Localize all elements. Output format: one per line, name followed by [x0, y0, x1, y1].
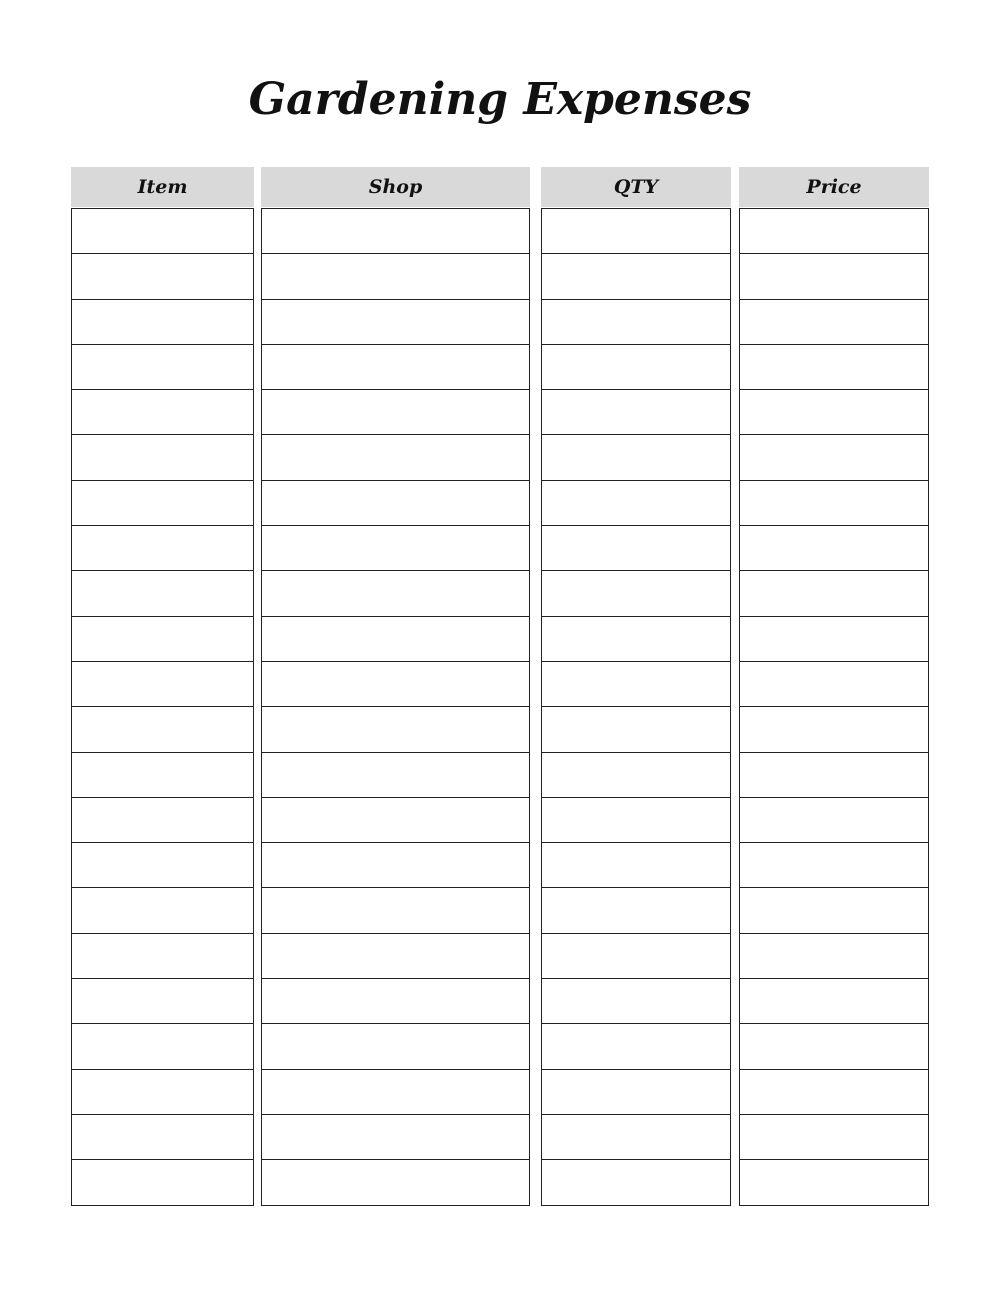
shop-cell[interactable]	[262, 843, 529, 888]
column-price-cells	[739, 208, 929, 1206]
qty-cell[interactable]	[542, 1024, 730, 1069]
shop-cell[interactable]	[262, 481, 529, 526]
qty-cell[interactable]	[542, 979, 730, 1024]
qty-cell[interactable]	[542, 254, 730, 299]
price-cell[interactable]	[740, 209, 928, 254]
qty-cell[interactable]	[542, 798, 730, 843]
price-cell[interactable]	[740, 1160, 928, 1205]
item-cell[interactable]	[72, 979, 253, 1024]
shop-cell[interactable]	[262, 934, 529, 979]
price-cell[interactable]	[740, 571, 928, 616]
qty-cell[interactable]	[542, 571, 730, 616]
item-cell[interactable]	[72, 617, 253, 662]
shop-cell[interactable]	[262, 662, 529, 707]
shop-cell[interactable]	[262, 707, 529, 752]
price-cell[interactable]	[740, 843, 928, 888]
item-cell[interactable]	[72, 707, 253, 752]
item-cell[interactable]	[72, 481, 253, 526]
shop-cell[interactable]	[262, 300, 529, 345]
price-cell[interactable]	[740, 662, 928, 707]
qty-cell[interactable]	[542, 753, 730, 798]
qty-cell[interactable]	[542, 390, 730, 435]
shop-cell[interactable]	[262, 888, 529, 933]
qty-cell[interactable]	[542, 1160, 730, 1205]
price-cell[interactable]	[740, 345, 928, 390]
shop-cell[interactable]	[262, 1070, 529, 1115]
item-cell[interactable]	[72, 254, 253, 299]
qty-cell[interactable]	[542, 435, 730, 480]
item-cell[interactable]	[72, 526, 253, 571]
column-shop-cells	[261, 208, 530, 1206]
price-cell[interactable]	[740, 934, 928, 979]
price-cell[interactable]	[740, 481, 928, 526]
price-cell[interactable]	[740, 435, 928, 480]
price-cell[interactable]	[740, 753, 928, 798]
item-cell[interactable]	[72, 1115, 253, 1160]
shop-cell[interactable]	[262, 1115, 529, 1160]
item-cell[interactable]	[72, 662, 253, 707]
column-qty	[541, 167, 731, 1206]
price-cell[interactable]	[740, 1024, 928, 1069]
shop-cell[interactable]	[262, 617, 529, 662]
qty-cell[interactable]	[542, 1070, 730, 1115]
qty-cell[interactable]	[542, 662, 730, 707]
price-cell[interactable]	[740, 300, 928, 345]
price-cell[interactable]	[740, 888, 928, 933]
qty-cell[interactable]	[542, 300, 730, 345]
shop-cell[interactable]	[262, 571, 529, 616]
item-cell[interactable]	[72, 300, 253, 345]
shop-cell[interactable]	[262, 753, 529, 798]
shop-cell[interactable]	[262, 798, 529, 843]
price-cell[interactable]	[740, 707, 928, 752]
item-cell[interactable]	[72, 1160, 253, 1205]
price-cell[interactable]	[740, 254, 928, 299]
column-header-item: Item	[71, 167, 254, 207]
qty-cell[interactable]	[542, 934, 730, 979]
column-item	[71, 167, 254, 1206]
shop-cell[interactable]	[262, 1160, 529, 1205]
qty-cell[interactable]	[542, 209, 730, 254]
shop-cell[interactable]	[262, 390, 529, 435]
item-cell[interactable]	[72, 571, 253, 616]
shop-cell[interactable]	[262, 254, 529, 299]
item-cell[interactable]	[72, 209, 253, 254]
column-header-qty: QTY	[541, 167, 731, 207]
item-cell[interactable]	[72, 753, 253, 798]
shop-cell[interactable]	[262, 435, 529, 480]
shop-cell[interactable]	[262, 209, 529, 254]
qty-cell[interactable]	[542, 1115, 730, 1160]
column-header-shop: Shop	[261, 167, 530, 207]
qty-cell[interactable]	[542, 707, 730, 752]
item-cell[interactable]	[72, 888, 253, 933]
page-title: Gardening Expenses	[248, 74, 752, 125]
item-cell[interactable]	[72, 390, 253, 435]
shop-cell[interactable]	[262, 526, 529, 571]
item-cell[interactable]	[72, 798, 253, 843]
shop-cell[interactable]	[262, 1024, 529, 1069]
column-shop	[261, 167, 530, 1206]
price-cell[interactable]	[740, 526, 928, 571]
item-cell[interactable]	[72, 934, 253, 979]
price-cell[interactable]	[740, 798, 928, 843]
qty-cell[interactable]	[542, 843, 730, 888]
column-price	[739, 167, 929, 1206]
item-cell[interactable]	[72, 345, 253, 390]
item-cell[interactable]	[72, 843, 253, 888]
shop-cell[interactable]	[262, 345, 529, 390]
column-header-price: Price	[739, 167, 929, 207]
qty-cell[interactable]	[542, 888, 730, 933]
item-cell[interactable]	[72, 1070, 253, 1115]
column-item-cells	[71, 208, 254, 1206]
qty-cell[interactable]	[542, 617, 730, 662]
shop-cell[interactable]	[262, 979, 529, 1024]
price-cell[interactable]	[740, 617, 928, 662]
item-cell[interactable]	[72, 435, 253, 480]
qty-cell[interactable]	[542, 526, 730, 571]
item-cell[interactable]	[72, 1024, 253, 1069]
column-qty-cells	[541, 208, 731, 1206]
price-cell[interactable]	[740, 390, 928, 435]
price-cell[interactable]	[740, 1115, 928, 1160]
price-cell[interactable]	[740, 1070, 928, 1115]
price-cell[interactable]	[740, 979, 928, 1024]
qty-cell[interactable]	[542, 481, 730, 526]
qty-cell[interactable]	[542, 345, 730, 390]
